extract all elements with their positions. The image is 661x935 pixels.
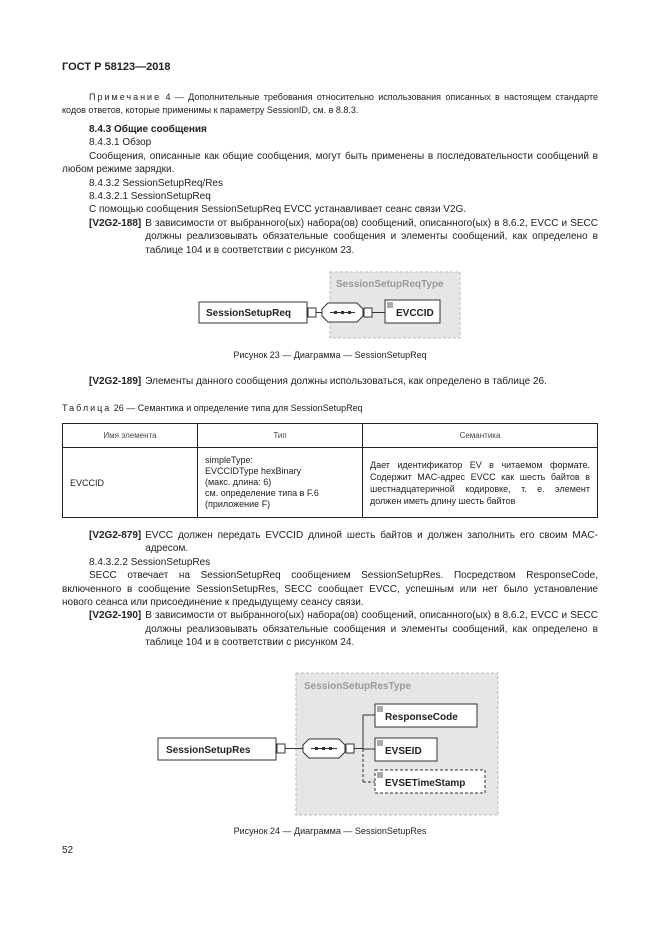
child-name: EVCCID <box>396 308 434 319</box>
table-26 <box>62 423 598 518</box>
table-26-caption <box>62 403 363 413</box>
expand-connector <box>277 744 285 753</box>
requirement-188 <box>62 217 598 257</box>
table-label: Таблица <box>62 403 112 413</box>
document-header: ГОСТ Р 58123—2018 <box>62 61 171 73</box>
requirement-id: [V2G2-190] <box>89 610 142 622</box>
column-header: Имя элемента <box>63 424 198 448</box>
type-line: (макс. длина: 6) <box>205 477 272 487</box>
requirement-id: [V2G2-879] <box>89 530 142 541</box>
figure-23-caption: Рисунок 23 — Диаграмма — SessionSetupReq <box>233 350 427 360</box>
cell-semantics: Дает идентификатор EV в читаемом формате. Содержит MAC-адрес EVCC как шесть байтов в шестнадцатеричной кодировке, т. е. элемент должен иметь длину шесть байтов <box>363 448 598 518</box>
paragraph-overview: Сообщения, описанные как общие сообщения, могут быть применены в последовательности сообщений в любом режиме зарядки. <box>62 150 598 176</box>
requirement-text: В зависимости от выбранного(ых) набора(ов) сообщений, описанного(ых) в 8.6.2, EVCC и SECC должны реализовывать обязательные сообщения и элементы сообщений, как определено в таблице 104 и в соответствии с рисунком 24. <box>145 610 599 649</box>
expand-connector <box>308 308 316 317</box>
requirement-text: Элементы данного сообщения должны использоваться, как определено в таблице 26. <box>145 376 547 387</box>
heading-8431: 8.4.3.1 Обзор <box>89 137 152 149</box>
child-name: ResponseCode <box>385 712 458 723</box>
figure-24-caption: Рисунок 24 — Диаграмма — SessionSetupRes <box>233 826 427 836</box>
table-caption-text: 26 — Семантика и определение типа для SessionSetupReq <box>111 403 363 413</box>
table-row <box>63 448 598 518</box>
child-name: EVSETimeStamp <box>385 778 466 789</box>
cell-type <box>198 448 363 518</box>
cell-name: EVCCID <box>63 448 198 518</box>
type-name: SessionSetupReqType <box>336 279 444 290</box>
child-name: EVSEID <box>385 746 422 757</box>
column-header: Семантика <box>363 424 598 448</box>
type-line: EVCCIDType hexBinary <box>205 466 302 476</box>
requirement-189 <box>62 375 598 388</box>
paragraph-req: С помощью сообщения SessionSetupReq EVCC устанавливает сеанс связи V2G. <box>89 204 467 216</box>
table-header-row <box>63 424 598 448</box>
figure-24-diagram <box>0 668 661 823</box>
heading-84322: 8.4.3.2.2 SessionSetupRes <box>89 556 211 568</box>
type-name: SessionSetupResType <box>304 681 412 692</box>
heading-8432: 8.4.3.2 SessionSetupReq/Res <box>89 177 223 189</box>
page-number: 52 <box>62 845 74 856</box>
note <box>62 91 598 117</box>
type-line: simpleType: <box>205 455 254 465</box>
figure-23-diagram <box>0 270 661 350</box>
note-label: Примечание <box>89 92 162 102</box>
column-header: Тип <box>198 424 363 448</box>
requirement-text: EVCC должен передать EVCCID длиной шесть байтов и должен заполнить его своим MAC-адресом. <box>145 530 598 555</box>
requirement-text: В зависимости от выбранного(ых) набора(ов) сообщений, описанного(ых) в 8.6.2, EVCC и SECC должны реализовывать обязательные сообщения и элементы сообщений, как определено в таблице 104 и в соответствии с рисунком 23. <box>145 217 599 256</box>
heading-84321: 8.4.3.2.1 SessionSetupReq <box>89 191 211 203</box>
heading-843: 8.4.3 Общие сообщения <box>89 124 207 135</box>
element-name: SessionSetupRes <box>166 745 251 756</box>
section-843 <box>62 123 598 257</box>
section-84322 <box>62 529 598 650</box>
requirement-id: [V2G2-188] <box>89 217 142 229</box>
paragraph-res: SECC отвечает на SessionSetupReq сообщением SessionSetupRes. Посредством ResponseCode, включенного в сообщение SessionSetupRes, SECC сообщает EVCC, успешным или нет было установление нового сеанса или присоединение к предыдущему сеансу связи. <box>62 570 598 609</box>
note-text: 4 — Дополнительные требования относительно использования описанных в настоящем стандарте кодов ответов, которые применимы к параметру SessionID, см. в 8.8.3. <box>62 92 598 115</box>
type-line: (приложение F) <box>205 499 271 509</box>
element-name: SessionSetupReq <box>206 308 292 319</box>
requirement-id: [V2G2-189] <box>89 376 142 387</box>
type-line: см. определение типа в F.6 <box>205 488 319 498</box>
